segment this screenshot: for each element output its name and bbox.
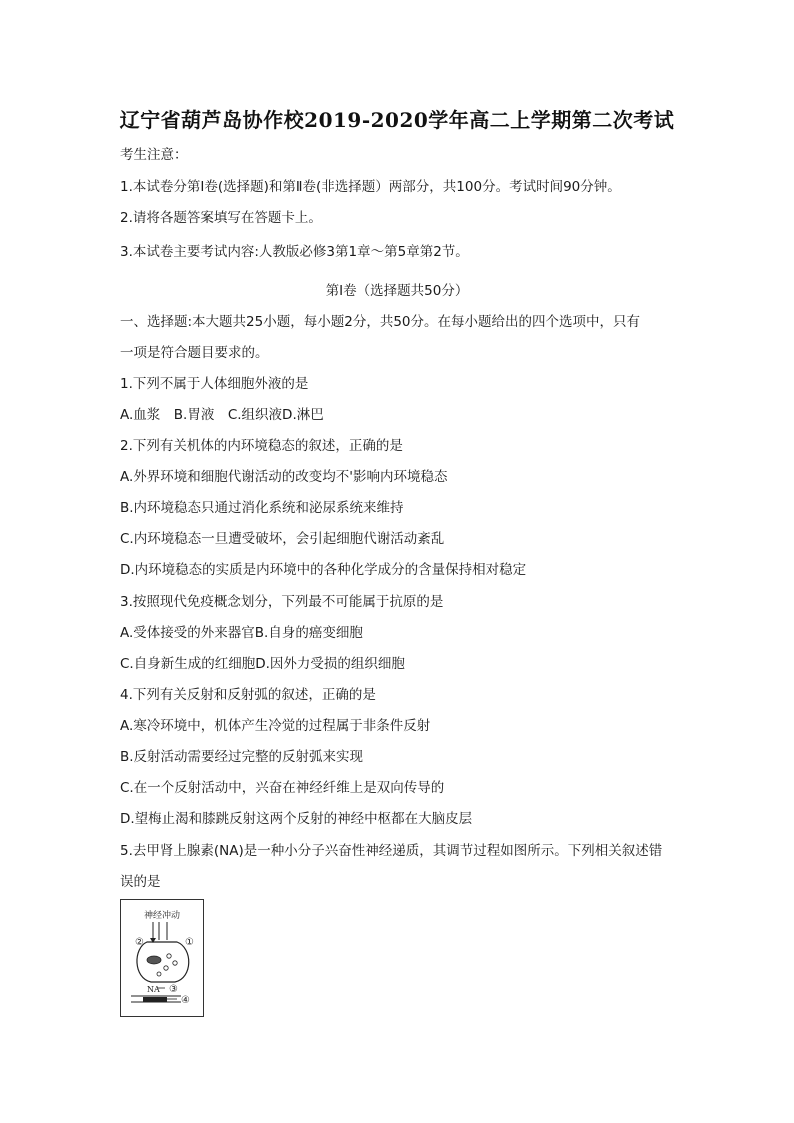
- question-2-option-b: B.内环境稳态只通过消化系统和泌尿系统来维持: [120, 500, 404, 516]
- question-4-option-c: C.在一个反射活动中，兴奋在神经纤维上是双向传导的: [120, 780, 445, 796]
- section-intro-line-1: 一、选择题:本大题共25小题，每小题2分，共50分。在每小题给出的四个选项中，只有: [120, 314, 640, 330]
- question-5-stem-line-1: 5.去甲肾上腺素(NA)是一种小分子兴奋性神经递质，其调节过程如图所示。下列相关叙述错: [120, 843, 663, 859]
- synapse-diagram: [121, 900, 203, 1016]
- figure-marker-3: ③: [169, 984, 178, 995]
- question-3-options-ab: A.受体接受的外来器官B.自身的癌变细胞: [120, 625, 363, 641]
- figure-label-na: NA: [147, 985, 160, 994]
- question-1-options: A.血浆 B.胃液 C.组织液D.淋巴: [120, 407, 324, 423]
- question-4-option-a: A.寒冷环境中，机体产生冷觉的过程属于非条件反射: [120, 718, 431, 734]
- notice-item-2: 2.请将各题答案填写在答题卡上。: [120, 210, 322, 226]
- synapse-figure: [120, 899, 204, 1017]
- figure-label-nerve-impulse: 神经冲动: [143, 911, 181, 921]
- question-5-stem-line-2: 误的是: [120, 874, 161, 890]
- question-3-options-cd: C.自身新生成的红细胞D.因外力受损的组织细胞: [120, 656, 405, 672]
- question-4-stem: 4.下列有关反射和反射弧的叙述，正确的是: [120, 687, 376, 703]
- vesicle: [173, 961, 177, 965]
- question-4-option-b: B.反射活动需要经过完整的反射弧来实现: [120, 749, 364, 765]
- figure-marker-2: ②: [135, 937, 144, 948]
- question-3-stem: 3.按照现代免疫概念划分，下列最不可能属于抗原的是: [120, 594, 444, 610]
- figure-marker-4: ④: [181, 995, 190, 1006]
- question-2-option-c: C.内环境稳态一旦遭受破坏，会引起细胞代谢活动紊乱: [120, 531, 445, 547]
- question-4-option-d: D.望梅止渴和膝跳反射这两个反射的神经中枢都在大脑皮层: [120, 811, 473, 827]
- notice-item-3: 3.本试卷主要考试内容:人教版必修3第1章～第5章第2节。: [120, 244, 469, 260]
- section-intro-line-2: 一项是符合题目要求的。: [120, 345, 269, 361]
- vesicle: [157, 972, 161, 976]
- question-2-stem: 2.下列有关机体的内环境稳态的叙述，正确的是: [120, 438, 403, 454]
- page-title: 辽宁省葫芦岛协作校2019-2020学年高二上学期第二次考试: [119, 108, 675, 132]
- section-title: 第Ⅰ卷（选择题共50分）: [325, 283, 469, 299]
- mitochondrion-shape: [147, 956, 161, 964]
- notice-heading: 考生注意：: [120, 147, 188, 163]
- figure-marker-1: ①: [185, 937, 194, 948]
- presynaptic-terminal: [137, 942, 189, 982]
- notice-item-1: 1.本试卷分第Ⅰ卷(选择题)和第Ⅱ卷(非选择题）两部分，共100分。考试时间90分钟。: [120, 179, 621, 195]
- vesicle: [167, 954, 171, 958]
- vesicle: [164, 966, 168, 970]
- question-2-option-d: D.内环境稳态的实质是内环境中的各种化学成分的含量保持相对稳定: [120, 562, 527, 578]
- question-2-option-a: A.外界环境和细胞代谢活动的改变均不'影响内环境稳态: [120, 469, 448, 485]
- receptor-block: [143, 997, 167, 1002]
- question-1-stem: 1.下列不属于人体细胞外液的是: [120, 376, 309, 392]
